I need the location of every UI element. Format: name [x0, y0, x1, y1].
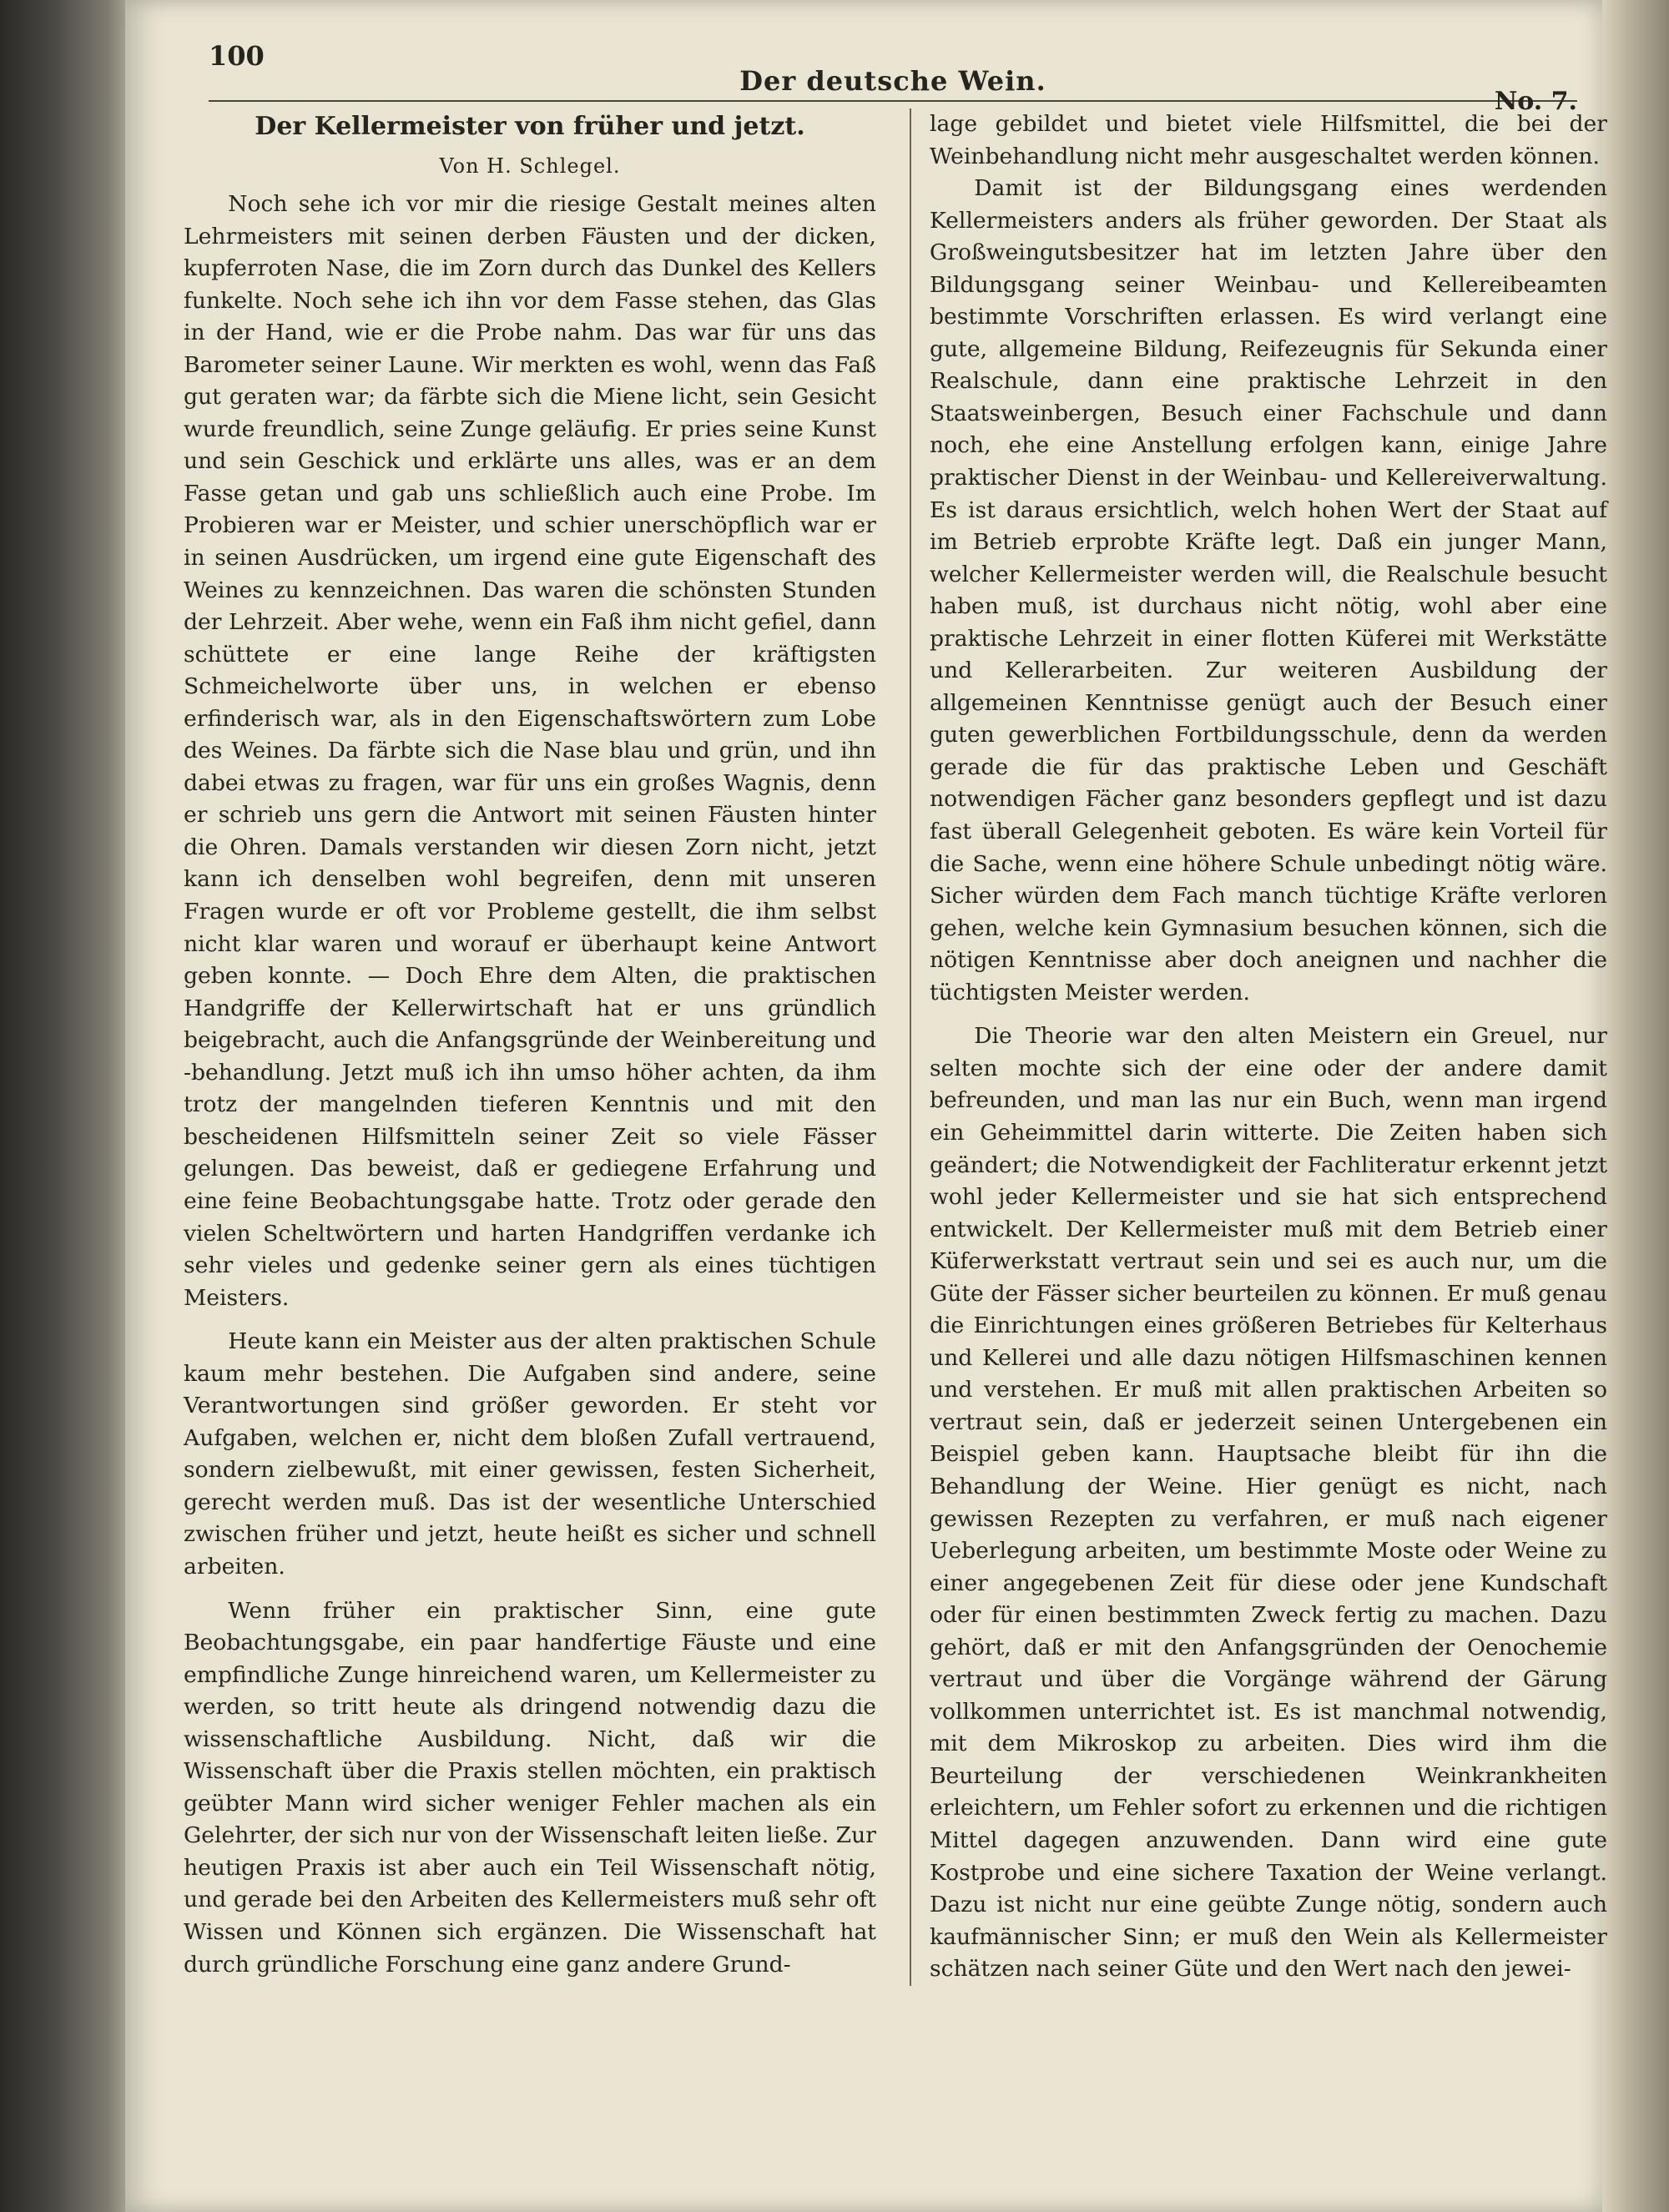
- book-binding: [0, 0, 134, 2212]
- page-header: [209, 33, 1577, 116]
- issue-number: No. 7.: [1494, 87, 1577, 116]
- page-edge: [1602, 0, 1669, 2212]
- page-number: 100: [209, 40, 265, 72]
- article-title: Der Kellermeister von früher und jetzt.: [255, 112, 805, 141]
- article-byline: Von H. Schlegel.: [439, 154, 621, 178]
- left-paragraph-1: Noch sehe ich vor mir die riesige Gestalt meines alten Lehrmeisters mit seinen derben Fäusten und der dicken, kupferroten Nase, die im Zorn durch das Dunkel des Kellers funkelte. Noch sehe ich ihn vor dem Fasse stehen, das Glas in der Hand, wie er die Probe nahm. Das war für uns das Barometer seiner Laune. Wir merkten es wohl, wenn das Faß gut geraten war; da färbte sich die Miene licht, sein Gesicht wurde freundlich, seine Zunge geläufig. Er pries seine Kunst und sein Geschick und erklärte uns alles, was er an dem Fasse getan und gab uns schließlich auch eine Probe. Im Probieren war er Meister, und schier unerschöpflich war er in seinen Ausdrücken, um irgend eine gute Eigenschaft des Weines zu kennzeichnen. Das waren die schönsten Stunden der Lehrzeit. Aber wehe, wenn ein Faß ihm nicht gefiel, dann schüttete er eine lange Reihe der kräftigsten Schmeichelworte über uns, in welchen er ebenso erfinderisch war, als in den Eigenschaftswörtern zum Lobe des Weines. Da färbte sich die Nase blau und grün, und ihn dabei etwas zu fragen, war für uns ein großes Wagnis, denn er schrieb uns gern die Antwort mit seinen Fäusten hinter die Ohren. Damals verstanden wir diesen Zorn nicht, jetzt kann ich denselben wohl begreifen, denn mit unseren Fragen wurde er oft vor Probleme gestellt, die ihm selbst nicht klar waren und worauf er überhaupt keine Antwort geben konnte. — Doch Ehre dem Alten, die praktischen Handgriffe der Kellerwirtschaft hat er uns gründlich beigebracht, auch die Anfangsgründe der Weinbereitung und -behandlung. Jetzt muß ich ihn umso höher achten, da ihm trotz der mangelnden tieferen Kenntnis und mit den bescheidenen Hilfsmitteln seiner Zeit so viele Fässer gelungen. Das beweist, daß er gediegene Erfahrung und eine feine Beobachtungsgabe hatte. Trotz oder gerade den vielen Scheltwörtern und harten Handgriffen verdanke ich sehr vieles und gedenke seiner gern als eines tüchtigen Meisters.: [184, 191, 876, 1311]
- journal-title: Der deutsche Wein.: [739, 65, 1046, 97]
- right-paragraph-1: lage gebildet und bietet viele Hilfsmittel, die bei der Weinbehandlung nicht mehr ausgeschaltet werden können.: [930, 111, 1607, 169]
- left-column: [184, 108, 876, 1981]
- right-paragraph-3: Die Theorie war den alten Meistern ein Greuel, nur selten mochte sich der eine oder der andere damit befreunden, und man las nur ein Buch, wenn man irgend ein Geheimmittel darin witterte. Die Zeiten haben sich geändert; die Notwendigkeit der Fachliteratur erkennt jetzt wohl jeder Kellermeister und sie hat sich entsprechend entwickelt. Der Kellermeister muß mit dem Betrieb einer Küferwerkstatt vertraut sein und sei es auch nur, um die Güte der Fässer sicher beurteilen zu können. Er muß genau die Einrichtungen eines größeren Betriebes für Kelterhaus und Kellerei und alle dazu nötigen Hilfsmaschinen kennen und verstehen. Er muß mit allen praktischen Arbeiten so vertraut sein, daß er jederzeit seinen Untergebenen ein Beispiel geben kann. Hauptsache bleibt für ihn die Behandlung der Weine. Hier genügt es nicht, nach gewissen Rezepten zu verfahren, er muß nach eigener Ueberlegung arbeiten, um bestimmte Moste oder Weine zu einer angegebenen Zeit für diese oder jene Kundschaft oder für einen bestimmten Zweck fertig zu machen. Dazu gehört, daß er mit den Anfangsgründen der Oenochemie vertraut und über die Vorgänge während der Gärung vollkommen unterrichtet ist. Es ist manchmal notwendig, mit dem Mikroskop zu arbeiten. Dies wird ihm die Beurteilung der verschiedenen Weinkrankheiten erleichtern, um Fehler sofort zu erkennen und die richtigen Mittel dagegen anzuwenden. Dann wird eine gute Kostprobe und eine sichere Taxation der Weine verlangt. Dazu ist nicht nur eine geübte Zunge nötig, sondern auch kaufmännischer Sinn; er muß den Wein als Kellermeister schätzen nach seiner Güte und den Wert nach den jewei-: [930, 1023, 1607, 1983]
- scanned-page: [125, 0, 1607, 2212]
- right-paragraph-2: Damit ist der Bildungsgang eines werdenden Kellermeisters anders als früher geworden. Der Staat als Großweingutsbesitzer hat im letzten Jahre über den Bildungsgang seiner Weinbau- und Kellereibeamten bestimmte Vorschriften erlassen. Es wird verlangt eine gute, allgemeine Bildung, Reifezeugnis für Sekunda einer Realschule, dann eine praktische Lehrzeit in den Staatsweinbergen, Besuch einer Fachschule und dann noch, ehe eine Anstellung erfolgen kann, einige Jahre praktischer Dienst in der Weinbau- und Kellereiverwaltung. Es ist daraus ersichtlich, welch hohen Wert der Staat auf im Betrieb erprobte Kräfte legt. Daß ein junger Mann, welcher Kellermeister werden will, die Realschule besucht haben muß, ist durchaus nicht nötig, wohl aber eine praktische Lehrzeit in einer flotten Küferei mit Werkstätte und Kellerarbeiten. Zur weiteren Ausbildung der allgemeinen Kenntnisse genügt auch der Besuch einer guten gewerblichen Fortbildungsschule, denn da werden gerade die für das praktische Leben und Geschäft notwendigen Fächer ganz besonders gepflegt und ist dazu fast überall Gelegenheit geboten. Es wäre kein Vorteil für die Sache, wenn eine höhere Schule unbedingt nötig wäre. Sicher würden dem Fach manch tüchtige Kräfte verloren gehen, welche kein Gymnasium besuchen können, sich die nötigen Kenntnisse aber doch aneignen und nachher die tüchtigsten Meister werden.: [930, 175, 1607, 1005]
- right-column: [910, 108, 1607, 1986]
- left-paragraph-2: Heute kann ein Meister aus der alten praktischen Schule kaum mehr bestehen. Die Aufgaben sind andere, seine Verantwortungen sind größer geworden. Er steht vor Aufgaben, welchen er, nicht dem bloßen Zufall vertrauend, sondern zielbewußt, mit einer gewissen, festen Sicherheit, gerecht werden muß. Das ist der wesentliche Unterschied zwischen früher und jetzt, heute heißt es sicher und schnell arbeiten.: [184, 1328, 876, 1580]
- left-paragraph-3: Wenn früher ein praktischer Sinn, eine gute Beobachtungsgabe, ein paar handfertige Fäuste und eine empfindliche Zunge hinreichend waren, um Kellermeister zu werden, so tritt heute als dringend notwendig dazu die wissenschaftliche Ausbildung. Nicht, daß wir die Wissenschaft über die Praxis stellen möchten, ein praktisch geübter Mann wird sicher weniger Fehler machen als ein Gelehrter, der sich nur von der Wissenschaft leiten ließe. Zur heutigen Praxis ist aber auch ein Teil Wissenschaft nötig, und gerade bei den Arbeiten des Kellermeisters muß sehr oft Wissen und Können sich ergänzen. Die Wissenschaft hat durch gründliche Forschung eine ganz andere Grund-: [184, 1597, 876, 1978]
